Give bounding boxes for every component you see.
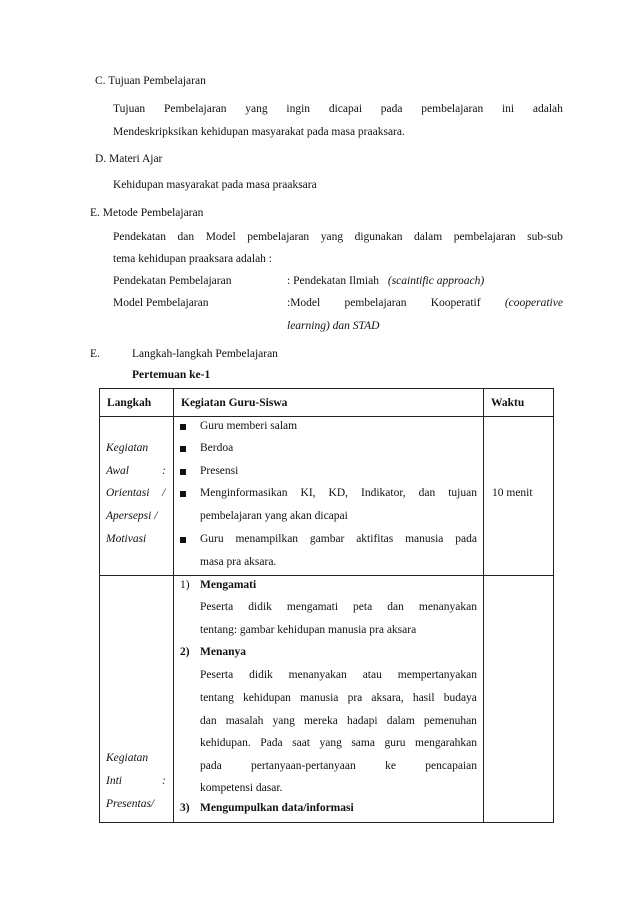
- pendekatan-value: [287, 275, 484, 287]
- section-e-langkah-number: E.: [90, 348, 100, 360]
- word: :Model: [287, 297, 321, 309]
- pendekatan-italic: (scaintific approach): [387, 275, 485, 287]
- word: tujuan: [448, 487, 477, 499]
- word: kehidupan: [243, 692, 291, 704]
- word: manusia: [300, 692, 339, 704]
- word: pemenuhan: [423, 715, 477, 727]
- word: pencapaian: [425, 760, 477, 772]
- section-c-heading: C. Tujuan Pembelajaran: [95, 75, 206, 87]
- model-line1: [287, 297, 563, 309]
- step-cell-inti: [100, 576, 174, 823]
- word: mengarahkan: [415, 737, 477, 749]
- word: manusia: [405, 533, 444, 545]
- bullet-icon: [180, 446, 188, 454]
- bullet-text: Presensi: [200, 465, 239, 477]
- step-text: Presentas/: [106, 798, 155, 810]
- word: pembelajaran: [453, 231, 516, 243]
- menanya-line6: kompetensi dasar.: [200, 782, 283, 794]
- word: Pembelajaran: [163, 103, 227, 115]
- section-c-line1: [113, 103, 563, 115]
- word: Guru: [200, 533, 224, 545]
- activities-cell-awal: [174, 417, 484, 576]
- step-text: /: [162, 487, 166, 499]
- table-row-inti: [100, 576, 554, 823]
- model-label: Model Pembelajaran: [113, 297, 209, 309]
- header-waktu: Waktu: [484, 389, 554, 417]
- word: (cooperative: [504, 297, 563, 309]
- word: yang: [245, 103, 268, 115]
- word: pada: [380, 103, 403, 115]
- bullet-icon: [180, 537, 188, 545]
- word: pada: [455, 533, 477, 545]
- item-title-mengumpulkan: Mengumpulkan data/informasi: [200, 802, 354, 814]
- step-text: Inti: [106, 775, 122, 787]
- bullet-text-cont: masa pra aksara.: [200, 556, 277, 568]
- word: Model: [205, 231, 236, 243]
- time-cell-inti: [484, 576, 554, 823]
- word: pembelajaran: [344, 297, 407, 309]
- word: ini: [501, 103, 515, 115]
- header-langkah: Langkah: [100, 389, 174, 417]
- word: aktifitas: [356, 533, 394, 545]
- word: dan: [200, 715, 217, 727]
- bullet-icon: [180, 491, 188, 499]
- word: Pendekatan: [113, 231, 167, 243]
- section-d-heading: D. Materi Ajar: [95, 153, 163, 165]
- word: peta: [353, 601, 373, 613]
- word: KD,: [328, 487, 349, 499]
- table-row-awal: [100, 417, 554, 576]
- word: Indikator,: [361, 487, 406, 499]
- word: kehidupan.: [200, 737, 251, 749]
- header-kegiatan: Kegiatan Guru-Siswa: [174, 389, 484, 417]
- bullet-text: Guru memberi salam: [200, 420, 298, 432]
- word: digunakan: [354, 231, 403, 243]
- word: hadapi: [346, 715, 378, 727]
- word: dalam: [414, 231, 443, 243]
- word: mereka: [303, 715, 338, 727]
- section-d-body: Kehidupan masyarakat pada masa praaksara: [113, 179, 317, 191]
- menanya-line1: [200, 669, 477, 681]
- word: tentang: [200, 692, 234, 704]
- word: mempertanyakan: [397, 669, 477, 681]
- table-header-row: [100, 389, 554, 417]
- word: gambar: [309, 533, 345, 545]
- step-text: Kegiatan: [106, 752, 149, 764]
- word: masalah: [225, 715, 264, 727]
- mengamati-line1: [200, 601, 477, 613]
- menanya-line3: [200, 715, 477, 727]
- word: pada: [200, 760, 222, 772]
- time-value: 10 menit: [492, 487, 533, 499]
- item-title-menanya: Menanya: [200, 646, 246, 658]
- bullet-icon: [180, 424, 188, 432]
- word: guru: [384, 737, 406, 749]
- word: Peserta: [200, 669, 234, 681]
- step-text: :: [162, 465, 166, 477]
- word: sub-sub: [527, 231, 563, 243]
- word: Tujuan: [113, 103, 146, 115]
- item-number: 1): [180, 579, 190, 591]
- meeting-label: Pertemuan ke-1: [132, 369, 211, 381]
- step-cell-awal: [100, 417, 174, 576]
- section-e-langkah-heading: Langkah-langkah Pembelajaran: [132, 348, 278, 360]
- step-text: Awal: [106, 465, 130, 477]
- section-e-metode-heading: E. Metode Pembelajaran: [90, 207, 204, 219]
- word: menanyakan: [288, 669, 347, 681]
- word: sama: [351, 737, 375, 749]
- pendekatan-text: : Pendekatan Ilmiah: [287, 275, 379, 287]
- word: yang: [320, 231, 344, 243]
- word: dan: [418, 487, 436, 499]
- word: KI,: [300, 487, 316, 499]
- mengamati-line2: tentang: gambar kehidupan manusia pra aksara: [200, 624, 417, 636]
- word: Kooperatif: [430, 297, 481, 309]
- step-text: :: [162, 775, 166, 787]
- section-c-line2: Mendeskripksikan kehidupan masyarakat pada masa praaksara.: [113, 126, 405, 138]
- step-text: Kegiatan: [106, 442, 149, 454]
- word: pra: [347, 692, 363, 704]
- word: didik: [248, 601, 272, 613]
- word: hasil: [412, 692, 435, 704]
- bullet-text: [200, 487, 477, 499]
- model-line2: learning) dan STAD: [287, 320, 380, 332]
- word: dicapai: [328, 103, 363, 115]
- menanya-line5: [200, 760, 477, 772]
- bullet-text-cont: pembelajaran yang akan dicapai: [200, 510, 348, 522]
- bullet-text: [200, 533, 477, 545]
- section-e-metode-line2: tema kehidupan praaksara adalah :: [113, 253, 273, 265]
- section-e-metode-line1: [113, 231, 563, 243]
- word: Pada: [260, 737, 283, 749]
- step-text: Orientasi: [106, 487, 150, 499]
- item-number: 2): [180, 646, 190, 658]
- word: mengamati: [286, 601, 339, 613]
- word: Menginformasikan: [200, 487, 288, 499]
- activities-cell-inti: [174, 576, 484, 823]
- word: dan: [387, 601, 404, 613]
- item-number: 3): [180, 802, 190, 814]
- word: ingin: [286, 103, 311, 115]
- word: pembelajaran: [247, 231, 310, 243]
- word: ke: [385, 760, 396, 772]
- bullet-icon: [180, 469, 188, 477]
- word: yang: [319, 737, 342, 749]
- word: menanyakan: [418, 601, 477, 613]
- word: dalam: [386, 715, 415, 727]
- item-title-mengamati: Mengamati: [200, 579, 257, 591]
- bullet-text: Berdoa: [200, 442, 234, 454]
- word: menampilkan: [235, 533, 299, 545]
- step-text: Apersepsi /: [106, 510, 158, 522]
- step-text: Motivasi: [106, 533, 147, 545]
- time-cell-awal: [484, 417, 554, 576]
- menanya-line4: [200, 737, 477, 749]
- word: aksara,: [371, 692, 404, 704]
- word: didik: [249, 669, 273, 681]
- menanya-line2: [200, 692, 477, 704]
- word: atau: [362, 669, 382, 681]
- lesson-steps-table: [99, 388, 554, 823]
- word: budaya: [443, 692, 477, 704]
- pendekatan-label: Pendekatan Pembelajaran: [113, 275, 232, 287]
- word: pertanyaan-pertanyaan: [251, 760, 356, 772]
- word: dan: [177, 231, 195, 243]
- word: adalah: [532, 103, 563, 115]
- word: Peserta: [200, 601, 234, 613]
- word: pembelajaran: [421, 103, 484, 115]
- word: saat: [292, 737, 310, 749]
- word: yang: [272, 715, 295, 727]
